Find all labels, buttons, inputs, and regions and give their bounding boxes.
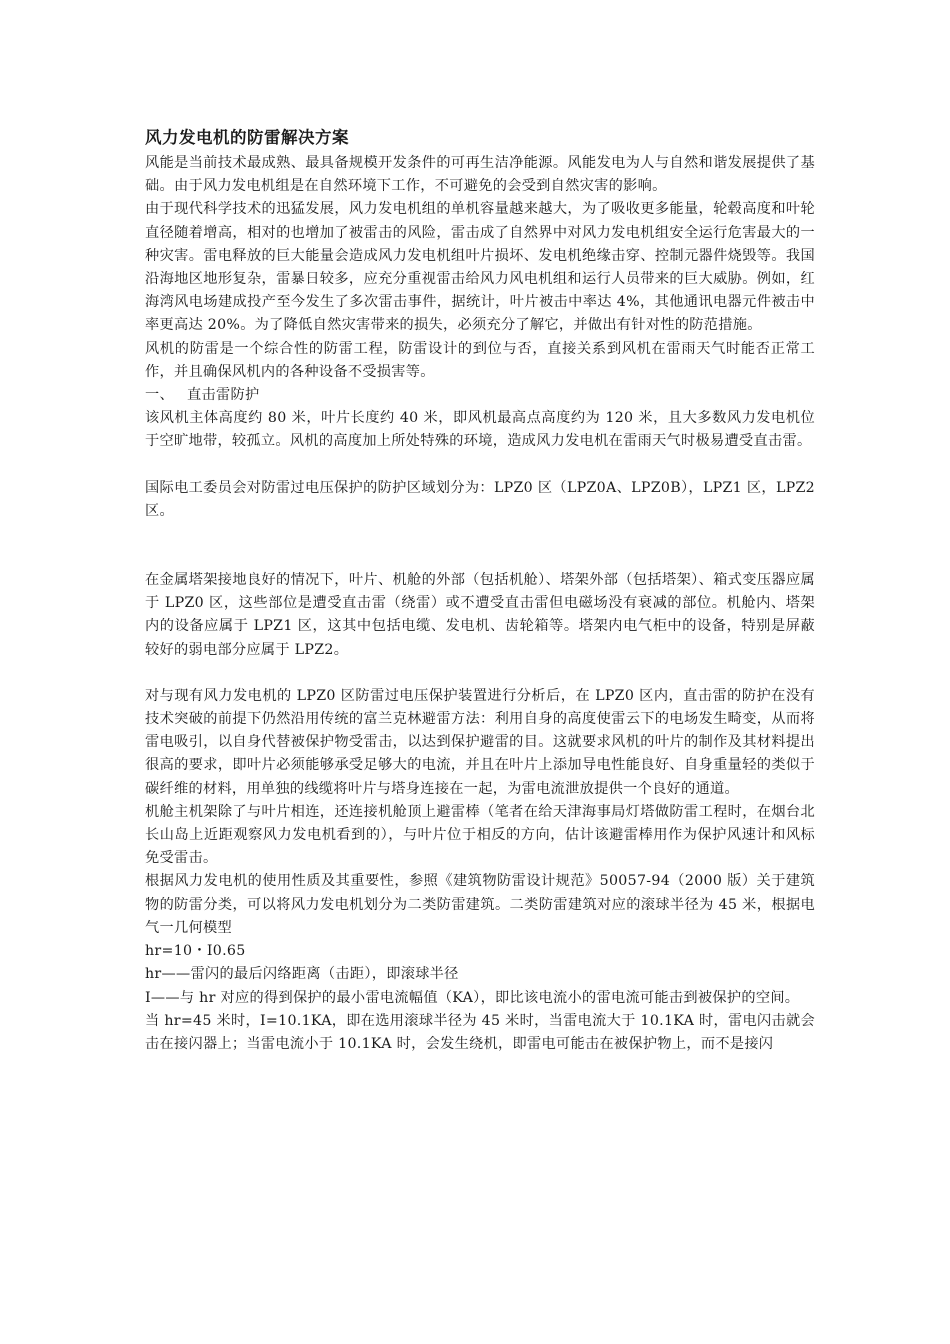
document-title: 风力发电机的防雷解决方案 (145, 128, 349, 147)
spacer (145, 523, 815, 569)
paragraph-franklin-method: 对与现有风力发电机的 LPZ0 区防雷过电压保护装置进行分析后，在 LPZ0 区内，直击雷的防护在没有技术突破的前提下仍然沿用传统的富兰克林避雷方法：利用自身的高度使雷云下的电场发生畸变，从而将雷电吸引，以自身代替被保护物受雷击，以达到保护避雷的目。这就要求风机的叶片的制作及其材料提出很高的要求，即叶片必须能够承受足够大的电流，并且在叶片上添加导电性能良好、自身重量轻的类似于碳纤维的材料，用单独的线缆将叶片与塔身连接在一起，为雷电流泄放提供一个良好的通道。 (145, 687, 815, 797)
paragraph-turbine-height: 该风机主体高度约 80 米，叶片长度约 40 米，即风机最高点高度约为 120 米，且大多数风力发电机位于空旷地带，较孤立。风机的高度加上所处特殊的环境，造成风力发电机在雷雨天气时极易遭受直击雷。 (145, 410, 815, 450)
spacer (145, 454, 815, 477)
paragraph-current-threshold: 当 hr=45 米时，I=10.1KA，即在选用滚球半径为 45 米时，当雷电流大于 10.1KA 时，雷电闪击就会击在接闪器上；当雷电流小于 10.1KA 时，会发生绕机，即雷电可能击在被保护物上，而不是接闪 (145, 1012, 815, 1052)
formula-line: hr=10・I0.65 (145, 943, 246, 960)
document-page (145, 126, 815, 1056)
paragraph-comprehensive-protection: 风机的防雷是一个综合性的防雷工程，防雷设计的到位与否，直接关系到风机在雷雨天气时能否正常工作，并且确保风机内的各种设备不受损害等。 (145, 340, 815, 380)
paragraph-classification: 根据风力发电机的使用性质及其重要性，参照《建筑物防雷设计规范》50057-94（2000 版）关于建筑物的防雷分类，可以将风力发电机划分为二类防雷建筑。二类防雷建筑对应的滚球半径为 45 米，根据电气一几何模型 (145, 873, 815, 936)
section-heading-direct-lightning (145, 384, 815, 407)
definition-hr: hr——雷闪的最后闪络距离（击距），即滚球半径 (145, 966, 459, 983)
paragraph-nacelle-rod: 机舱主机架除了与叶片相连，还连接机舱顶上避雷棒（笔者在给天津海事局灯塔做防雷工程时，在烟台北长山岛上近距观察风力发电机看到的），与叶片位于相反的方向，估计该避雷棒用作为保护风速计和风标免受雷击。 (145, 803, 815, 867)
section-number: 一、 (145, 387, 174, 404)
paragraph-lpz-zones: 国际电工委员会对防雷过电压保护的防护区域划分为：LPZ0 区（LPZ0A、LPZ0B），LPZ1 区，LPZ2 区。 (145, 479, 815, 519)
section-heading-text: 直击雷防护 (187, 387, 260, 404)
definition-i: I——与 hr 对应的得到保护的最小雷电流幅值（KA），即比该电流小的雷电流可能击到被保护的空间。 (145, 989, 800, 1006)
paragraph-lightning-risk: 由于现代科学技术的迅猛发展，风力发电机组的单机容量越来越大，为了吸收更多能量，轮毂高度和叶轮直径随着增高，相对的也增加了被雷击的风险，雷击成了自然界中对风力发电机组安全运行危害最大的一种灾害。雷电释放的巨大能量会造成风力发电机组叶片损坏、发电机绝缘击穿、控制元器件烧毁等。我国沿海地区地形复杂，雷暴日较多，应充分重视雷击给风力风电机组和运行人员带来的巨大威胁。例如，红海湾风电场建成投产至今发生了多次雷击事件，据统计，叶片被击中率达 4%，其他通讯电器元件被击中率更高达 20%。为了降低自然灾害带来的损失，必须充分了解它，并做出有针对性的防范措施。 (145, 201, 815, 334)
paragraph-intro: 风能是当前技术最成熟、最具备规模开发条件的可再生洁净能源。风能发电为人与自然和谐发展提供了基础。由于风力发电机组是在自然环境下工作，不可避免的会受到自然灾害的影响。 (145, 155, 815, 195)
paragraph-zone-assignment: 在金属塔架接地良好的情况下，叶片、机舱的外部（包括机舱）、塔架外部（包括塔架）、箱式变压器应属于 LPZ0 区，这些部位是遭受直击雷（绕雷）或不遭受直击雷但电磁场没有衰减的部位。机舱内、塔架内的设备应属于 LPZ1 区，这其中包括电缆、发电机、齿轮箱等。塔架内电气柜中的设备，特别是屏蔽较好的弱电部分应属于 LPZ2。 (145, 572, 815, 658)
spacer (145, 662, 815, 685)
